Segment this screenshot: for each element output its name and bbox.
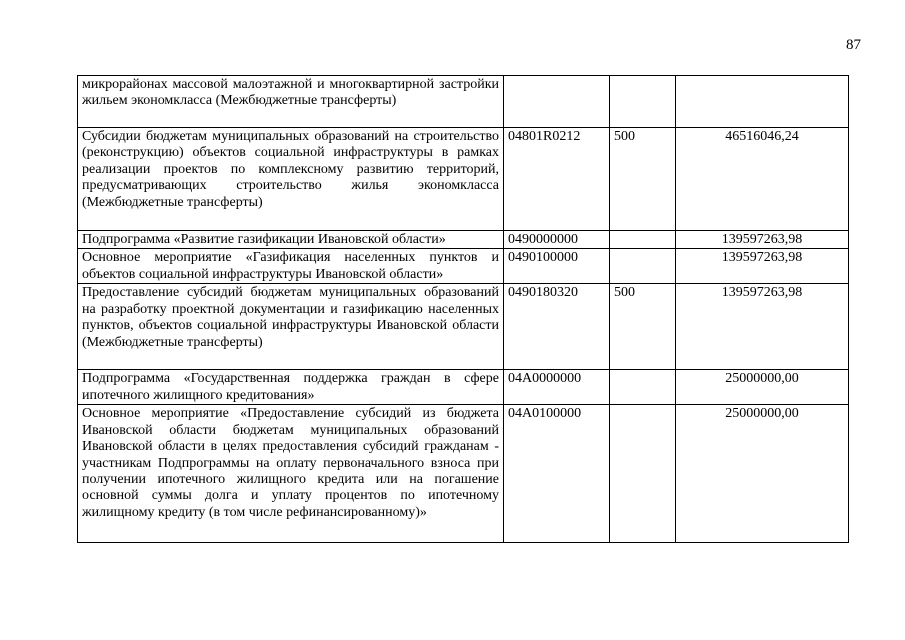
row-name-cell: Предоставление субсидий бюджетам муниципальных образований на разработку проектной документации и газификацию населенных пунктов, объектов социальной инфраструктуры Ивановской области (Межбюджетные трансферты) <box>78 284 504 370</box>
row-name-cell: Субсидии бюджетам муниципальных образований на строительство (реконструкцию) объектов социальной инфраструктуры в рамках реализации проектов по комплексному развитию территорий, предусматривающих строительство жилья экономкласса (Межбюджетные трансферты) <box>78 128 504 231</box>
row-kind-cell <box>610 405 676 543</box>
row-code-cell: 0490180320 <box>504 284 610 370</box>
row-code-cell: 0490100000 <box>504 249 610 284</box>
row-name-cell: Подпрограмма «Развитие газификации Ивановской области» <box>78 231 504 249</box>
row-name-cell: Основное мероприятие «Газификация населенных пунктов и объектов социальной инфраструктуры Ивановской области» <box>78 249 504 284</box>
table-row <box>78 370 849 405</box>
row-kind-cell <box>610 370 676 405</box>
row-kind-cell <box>610 231 676 249</box>
row-sum-cell: 139597263,98 <box>676 249 849 284</box>
row-name-cell: Подпрограмма «Государственная поддержка граждан в сфере ипотечного жилищного кредитования» <box>78 370 504 405</box>
row-code-cell: 04А0000000 <box>504 370 610 405</box>
table-row <box>78 405 849 543</box>
table-row <box>78 284 849 370</box>
row-sum-cell: 139597263,98 <box>676 231 849 249</box>
row-code-cell: 04801R0212 <box>504 128 610 231</box>
row-name-cell: Основное мероприятие «Предоставление субсидий из бюджета Ивановской области бюджетам муниципальных образований Ивановской области в целях предоставления субсидий гражданам - участникам Подпрограммы на оплату первоначального взноса при получении ипотечного жилищного кредита или на погашение основной суммы долга и уплату процентов по ипотечному жилищному кредиту (в том числе рефинансированному)» <box>78 405 504 543</box>
table-row <box>78 249 849 284</box>
page-number: 87 <box>846 37 861 53</box>
row-sum-cell: 25000000,00 <box>676 405 849 543</box>
row-kind-cell <box>610 76 676 128</box>
row-sum-cell: 25000000,00 <box>676 370 849 405</box>
row-name-cell: микрорайонах массовой малоэтажной и многоквартирной застройки жильем экономкласса (Межбюджетные трансферты) <box>78 76 504 128</box>
table-row <box>78 128 849 231</box>
table-row <box>78 76 849 128</box>
row-sum-cell <box>676 76 849 128</box>
row-code-cell <box>504 76 610 128</box>
row-kind-cell: 500 <box>610 284 676 370</box>
budget-table <box>77 75 849 543</box>
table-row <box>78 231 849 249</box>
row-kind-cell: 500 <box>610 128 676 231</box>
row-kind-cell <box>610 249 676 284</box>
row-code-cell: 04А0100000 <box>504 405 610 543</box>
row-code-cell: 0490000000 <box>504 231 610 249</box>
row-sum-cell: 46516046,24 <box>676 128 849 231</box>
row-sum-cell: 139597263,98 <box>676 284 849 370</box>
